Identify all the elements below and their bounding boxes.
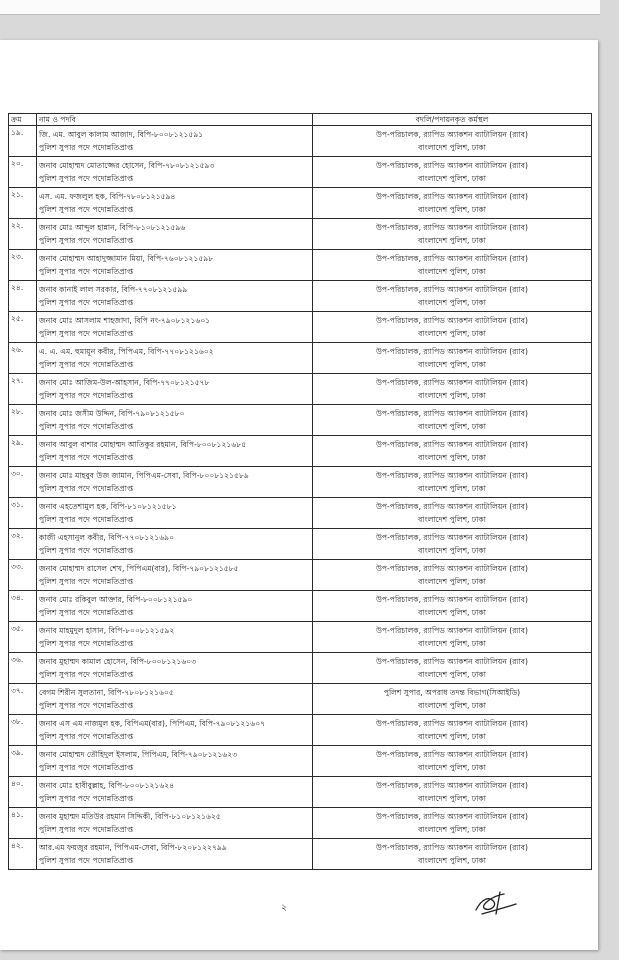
officer-name: জনাব মুহাম্মদ মতিউর রহমান সিদ্দিকী, বিপি-৮১০৮১২১৬২৫ — [39, 812, 221, 821]
posting-location: বাংলাদেশ পুলিশ, ঢাকা — [418, 484, 486, 493]
officer-name: জনাব মুহাম্মদ কামাল হোসেন, বিপি-৮০০৮১২১৬০৩ — [39, 657, 197, 666]
cell-name — [37, 281, 313, 312]
promotion-note: পুলিশ সুপার পদে পদোন্নতিপ্রাপ্ত — [39, 856, 134, 865]
cell-serial: ৩৬. — [9, 653, 37, 684]
cell-posting — [313, 622, 592, 653]
cell-serial: ১৯. — [9, 126, 37, 157]
signature-mark — [470, 888, 520, 918]
cell-name — [37, 839, 313, 870]
posting-location: বাংলাদেশ পুলিশ, ঢাকা — [418, 205, 486, 214]
promotion-note: পুলিশ সুপার পদে পদোন্নতিপ্রাপ্ত — [39, 639, 134, 648]
table-header-row — [9, 114, 592, 126]
table-row — [9, 436, 592, 467]
cell-name — [37, 684, 313, 715]
table-row — [9, 467, 592, 498]
promotion-note: পুলিশ সুপার পদে পদোন্নতিপ্রাপ্ত — [39, 608, 134, 617]
posting-designation: উপ-পরিচালক, র‍্যাপিড অ্যাকশন ব্যাটালিয়ন (র‍্যাব) — [375, 502, 528, 511]
cell-serial: ৪০. — [9, 777, 37, 808]
promotion-note: পুলিশ সুপার পদে পদোন্নতিপ্রাপ্ত — [39, 763, 134, 772]
posting-designation: উপ-পরিচালক, র‍্যাপিড অ্যাকশন ব্যাটালিয়ন (র‍্যাব) — [375, 316, 528, 325]
promotion-note: পুলিশ সুপার পদে পদোন্নতিপ্রাপ্ত — [39, 515, 134, 524]
posting-location: বাংলাদেশ পুলিশ, ঢাকা — [418, 763, 486, 772]
posting-location: বাংলাদেশ পুলিশ, ঢাকা — [418, 422, 486, 431]
cell-posting — [313, 560, 592, 591]
cell-posting — [313, 250, 592, 281]
posting-designation: পুলিশ সুপার, অপরাধ তদন্ত বিভাগ(সিআইডি) — [383, 688, 521, 697]
posting-designation: উপ-পরিচালক, র‍্যাপিড অ্যাকশন ব্যাটালিয়ন (র‍্যাব) — [375, 626, 528, 635]
table-row — [9, 374, 592, 405]
cell-name — [37, 343, 313, 374]
cell-posting — [313, 684, 592, 715]
posting-designation: উপ-পরিচালক, র‍্যাপিড অ্যাকশন ব্যাটালিয়ন (র‍্যাব) — [375, 533, 528, 542]
officer-name: জনাব মোহাম্মদ তৌহিদুল ইসলাম, পিপিএম, বিপি-৭৯০৮১২১৬২৩ — [39, 750, 238, 759]
officer-name: আর.এম ফয়জুর রহমান, পিপিএম-সেবা, বিপি-৮২০৮১২২৭৯৯ — [39, 843, 227, 852]
posting-location: বাংলাদেশ পুলিশ, ঢাকা — [418, 794, 486, 803]
cell-posting — [313, 746, 592, 777]
cell-posting — [313, 405, 592, 436]
posting-location: বাংলাদেশ পুলিশ, ঢাকা — [418, 236, 486, 245]
cell-name — [37, 622, 313, 653]
cell-name — [37, 715, 313, 746]
posting-designation: উপ-পরিচালক, র‍্যাপিড অ্যাকশন ব্যাটালিয়ন (র‍্যাব) — [375, 192, 528, 201]
table-body — [9, 126, 592, 870]
officer-name: জনাব মোহাম্মদ আহাদুজ্জামান মিয়া, বিপি-৭৬০৮১২১৫৯৮ — [39, 254, 214, 263]
posting-location: বাংলাদেশ পুলিশ, ঢাকা — [418, 856, 486, 865]
promotion-note: পুলিশ সুপার পদে পদোন্নতিপ্রাপ্ত — [39, 298, 134, 307]
officer-name: জনাব মোঃ আসলাম শাহজাদা, বিপি নং-৭৯০৮১২১৬০১ — [39, 316, 211, 325]
posting-table — [8, 113, 592, 870]
cell-serial: ২৮. — [9, 405, 37, 436]
promotion-note: পুলিশ সুপার পদে পদোন্নতিপ্রাপ্ত — [39, 453, 134, 462]
cell-posting — [313, 591, 592, 622]
posting-location: বাংলাদেশ পুলিশ, ঢাকা — [418, 701, 486, 710]
officer-name: বেগম শিরীন সুলতানা, বিপি-৭৮০৮১২১৬০৫ — [39, 688, 174, 697]
promotion-note: পুলিশ সুপার পদে পদোন্নতিপ্রাপ্ত — [39, 267, 134, 276]
posting-location: বাংলাদেশ পুলিশ, ঢাকা — [418, 174, 486, 183]
posting-designation: উপ-পরিচালক, র‍্যাপিড অ্যাকশন ব্যাটালিয়ন (র‍্যাব) — [375, 440, 528, 449]
header-name: নাম ও পদবি — [37, 114, 313, 126]
cell-serial: ২৬. — [9, 343, 37, 374]
cell-serial: ৩১. — [9, 498, 37, 529]
cell-posting — [313, 436, 592, 467]
cell-posting — [313, 715, 592, 746]
posting-location: বাংলাদেশ পুলিশ, ঢাকা — [418, 546, 486, 555]
posting-location: বাংলাদেশ পুলিশ, ঢাকা — [418, 577, 486, 586]
cell-serial: ২২. — [9, 219, 37, 250]
promotion-note: পুলিশ সুপার পদে পদোন্নতিপ্রাপ্ত — [39, 391, 134, 400]
cell-serial: ২৩. — [9, 250, 37, 281]
posting-designation: উপ-পরিচালক, র‍্যাপিড অ্যাকশন ব্যাটালিয়ন (র‍্যাব) — [375, 812, 528, 821]
table-row — [9, 715, 592, 746]
posting-location: বাংলাদেশ পুলিশ, ঢাকা — [418, 391, 486, 400]
cell-posting — [313, 343, 592, 374]
posting-designation: উপ-পরিচালক, র‍্যাপিড অ্যাকশন ব্যাটালিয়ন (র‍্যাব) — [375, 223, 528, 232]
cell-serial: ৩৩. — [9, 560, 37, 591]
promotion-note: পুলিশ সুপার পদে পদোন্নতিপ্রাপ্ত — [39, 360, 134, 369]
cell-name — [37, 529, 313, 560]
cell-serial: ৪২. — [9, 839, 37, 870]
cell-name — [37, 188, 313, 219]
table-row — [9, 498, 592, 529]
promotion-note: পুলিশ সুপার পদে পদোন্নতিপ্রাপ্ত — [39, 794, 134, 803]
promotion-note: পুলিশ সুপার পদে পদোন্নতিপ্রাপ্ত — [39, 825, 134, 834]
previous-page-edge — [0, 0, 600, 15]
officer-name: কাজী এহসানুল কবীর, বিপি-৭৭০৮১২১৬৯০ — [39, 533, 175, 542]
officer-name: জনাব মাহমুদুল হাসান, বিপি-৮০০৮১২১৫৯২ — [39, 626, 175, 635]
promotion-note: পুলিশ সুপার পদে পদোন্নতিপ্রাপ্ত — [39, 236, 134, 245]
cell-posting — [313, 188, 592, 219]
table-row — [9, 777, 592, 808]
posting-designation: উপ-পরিচালক, র‍্যাপিড অ্যাকশন ব্যাটালিয়ন (র‍্যাব) — [375, 719, 528, 728]
posting-designation: উপ-পরিচালক, র‍্যাপিড অ্যাকশন ব্যাটালিয়ন (র‍্যাব) — [375, 254, 528, 263]
posting-designation: উপ-পরিচালক, র‍্যাপিড অ্যাকশন ব্যাটালিয়ন (র‍্যাব) — [375, 161, 528, 170]
cell-serial: ২০. — [9, 157, 37, 188]
cell-serial: ৩৮. — [9, 715, 37, 746]
promotion-note: পুলিশ সুপার পদে পদোন্নতিপ্রাপ্ত — [39, 701, 134, 710]
cell-serial: ২৯. — [9, 436, 37, 467]
posting-location: বাংলাদেশ পুলিশ, ঢাকা — [418, 670, 486, 679]
table-row — [9, 622, 592, 653]
officer-name: জনাব মোঃ আজিম-উল-আহসান, বিপি-৭৭০৮১২১৫৭৮ — [39, 378, 210, 387]
document-page — [0, 40, 598, 950]
cell-serial: ৩৭. — [9, 684, 37, 715]
cell-posting — [313, 219, 592, 250]
promotion-note: পুলিশ সুপার পদে পদোন্নতিপ্রাপ্ত — [39, 732, 134, 741]
cell-name — [37, 312, 313, 343]
cell-name — [37, 219, 313, 250]
posting-location: বাংলাদেশ পুলিশ, ঢাকা — [418, 360, 486, 369]
posting-designation: উপ-পরিচালক, র‍্যাপিড অ্যাকশন ব্যাটালিয়ন (র‍্যাব) — [375, 471, 528, 480]
promotion-note: পুলিশ সুপার পদে পদোন্নতিপ্রাপ্ত — [39, 577, 134, 586]
cell-posting — [313, 126, 592, 157]
posting-designation: উপ-পরিচালক, র‍্যাপিড অ্যাকশন ব্যাটালিয়ন (র‍্যাব) — [375, 409, 528, 418]
posting-location: বাংলাদেশ পুলিশ, ঢাকা — [418, 329, 486, 338]
table-row — [9, 839, 592, 870]
table-row — [9, 560, 592, 591]
page-number: ২ — [281, 903, 287, 913]
table-row — [9, 250, 592, 281]
posting-location: বাংলাদেশ পুলিশ, ঢাকা — [418, 515, 486, 524]
officer-name: জনাব মোহাম্মদ মোতাজ্জের হোসেন, বিপি-৭৮০৮১২১৫৯৩ — [39, 161, 215, 170]
cell-name — [37, 157, 313, 188]
officer-name: জনাব মোহাম্মদ রাসেল শেখ, পিপিএম(বার), বিপি-৭৯০৮১২১৫৮৫ — [39, 564, 239, 573]
table-row — [9, 343, 592, 374]
posting-designation: উপ-পরিচালক, র‍্যাপিড অ্যাকশন ব্যাটালিয়ন (র‍্যাব) — [375, 843, 528, 852]
cell-posting — [313, 312, 592, 343]
cell-posting — [313, 467, 592, 498]
promotion-note: পুলিশ সুপার পদে পদোন্নতিপ্রাপ্ত — [39, 546, 134, 555]
cell-serial: ২৪. — [9, 281, 37, 312]
table-row — [9, 746, 592, 777]
table-row — [9, 684, 592, 715]
promotion-note: পুলিশ সুপার পদে পদোন্নতিপ্রাপ্ত — [39, 143, 134, 152]
cell-serial: ২৫. — [9, 312, 37, 343]
posting-designation: উপ-পরিচালক, র‍্যাপিড অ্যাকশন ব্যাটালিয়ন (র‍্যাব) — [375, 781, 528, 790]
cell-name — [37, 653, 313, 684]
promotion-note: পুলিশ সুপার পদে পদোন্নতিপ্রাপ্ত — [39, 174, 134, 183]
posting-designation: উপ-পরিচালক, র‍্যাপিড অ্যাকশন ব্যাটালিয়ন (র‍্যাব) — [375, 130, 528, 139]
table-row — [9, 312, 592, 343]
officer-name: জনাব এহতেশামুল হক, বিপি-৮১০৮১২১৫৮১ — [39, 502, 177, 511]
posting-designation: উপ-পরিচালক, র‍্যাপিড অ্যাকশন ব্যাটালিয়ন (র‍্যাব) — [375, 285, 528, 294]
cell-posting — [313, 281, 592, 312]
cell-name — [37, 746, 313, 777]
cell-name — [37, 374, 313, 405]
officer-name: জনাব মোঃ জসীম উদ্দিন, বিপি-৭৯০৮১২১৫৮০ — [39, 409, 185, 418]
table-row — [9, 591, 592, 622]
table-row — [9, 157, 592, 188]
posting-location: বাংলাদেশ পুলিশ, ঢাকা — [418, 453, 486, 462]
cell-posting — [313, 777, 592, 808]
cell-name — [37, 560, 313, 591]
header-posting: বদলি/পদায়নকৃত কর্মস্থল — [313, 114, 592, 126]
officer-name: এস. এম. ফজলুল হক, বিপি-৭৮০৮১২১৫৯৪ — [39, 192, 176, 201]
officer-name: জনাব মোঃ মাহবুব উজ জামান, পিপিএম-সেবা, বিপি-৮০০৮১২১৫৮৯ — [39, 471, 249, 480]
cell-posting — [313, 157, 592, 188]
posting-designation: উপ-পরিচালক, র‍্যাপিড অ্যাকশন ব্যাটালিয়ন (র‍্যাব) — [375, 564, 528, 573]
table-row — [9, 808, 592, 839]
posting-location: বাংলাদেশ পুলিশ, ঢাকা — [418, 639, 486, 648]
cell-posting — [313, 529, 592, 560]
cell-name — [37, 498, 313, 529]
posting-designation: উপ-পরিচালক, র‍্যাপিড অ্যাকশন ব্যাটালিয়ন (র‍্যাব) — [375, 378, 528, 387]
table-row — [9, 281, 592, 312]
cell-serial: ৩৫. — [9, 622, 37, 653]
cell-serial: ৪১. — [9, 808, 37, 839]
posting-location: বাংলাদেশ পুলিশ, ঢাকা — [418, 267, 486, 276]
posting-designation: উপ-পরিচালক, র‍্যাপিড অ্যাকশন ব্যাটালিয়ন (র‍্যাব) — [375, 657, 528, 666]
table-row — [9, 126, 592, 157]
officer-name: জনাব আবুল বাশার মোহাম্মদ আতিকুর রহমান, বিপি-৮০০৮১২১৬৮৫ — [39, 440, 247, 449]
posting-designation: উপ-পরিচালক, র‍্যাপিড অ্যাকশন ব্যাটালিয়ন (র‍্যাব) — [375, 595, 528, 604]
officer-name: জনাব মোঃ হাবীবুল্লাহ, বিপি-৮০০৮১২১৬২৪ — [39, 781, 175, 790]
cell-serial: ৩২. — [9, 529, 37, 560]
cell-serial: ২৭. — [9, 374, 37, 405]
table-row — [9, 653, 592, 684]
officer-name: জনাব এস এম নাজমুল হক, বিপিএম(বার), পিপিএম, বিপি-৭৯০৮১২১৬০৭ — [39, 719, 266, 728]
cell-serial: ৩০. — [9, 467, 37, 498]
header-serial: ক্রম — [9, 114, 37, 126]
officer-name: এ. এ. এম. হুমায়ূন কবীর, পিপিএম, বিপি-৭৭০৮১২১৬০২ — [39, 347, 214, 356]
posting-location: বাংলাদেশ পুলিশ, ঢাকা — [418, 298, 486, 307]
cell-name — [37, 467, 313, 498]
cell-posting — [313, 839, 592, 870]
promotion-note: পুলিশ সুপার পদে পদোন্নতিপ্রাপ্ত — [39, 205, 134, 214]
cell-name — [37, 808, 313, 839]
cell-serial: ২১. — [9, 188, 37, 219]
posting-designation: উপ-পরিচালক, র‍্যাপিড অ্যাকশন ব্যাটালিয়ন (র‍্যাব) — [375, 347, 528, 356]
cell-posting — [313, 808, 592, 839]
officer-name: জনাব কানাই লাল সরকার, বিপি-৭৭০৮১২১৫৯৯ — [39, 285, 188, 294]
table-row — [9, 219, 592, 250]
table-row — [9, 188, 592, 219]
officer-name: জি. এম. আবুল কালাম আজাদ, বিপি-৮০০৮১২১৫৯১ — [39, 130, 204, 139]
cell-name — [37, 250, 313, 281]
posting-designation: উপ-পরিচালক, র‍্যাপিড অ্যাকশন ব্যাটালিয়ন (র‍্যাব) — [375, 750, 528, 759]
promotion-note: পুলিশ সুপার পদে পদোন্নতিপ্রাপ্ত — [39, 422, 134, 431]
cell-serial: ৩৪. — [9, 591, 37, 622]
cell-serial: ৩৯. — [9, 746, 37, 777]
table-row — [9, 529, 592, 560]
posting-location: বাংলাদেশ পুলিশ, ঢাকা — [418, 143, 486, 152]
promotion-note: পুলিশ সুপার পদে পদোন্নতিপ্রাপ্ত — [39, 670, 134, 679]
promotion-note: পুলিশ সুপার পদে পদোন্নতিপ্রাপ্ত — [39, 329, 134, 338]
posting-location: বাংলাদেশ পুলিশ, ঢাকা — [418, 608, 486, 617]
cell-posting — [313, 653, 592, 684]
officer-name: জনাব মোঃ আব্দুল হান্নান, বিপি-৮১০৮১২১৫৯৬ — [39, 223, 186, 232]
cell-posting — [313, 374, 592, 405]
promotion-note: পুলিশ সুপার পদে পদোন্নতিপ্রাপ্ত — [39, 484, 134, 493]
cell-name — [37, 126, 313, 157]
posting-location: বাংলাদেশ পুলিশ, ঢাকা — [418, 732, 486, 741]
table-row — [9, 405, 592, 436]
cell-name — [37, 405, 313, 436]
cell-name — [37, 436, 313, 467]
posting-location: বাংলাদেশ পুলিশ, ঢাকা — [418, 825, 486, 834]
cell-posting — [313, 498, 592, 529]
officer-name: জনাব মোঃ রকিবুল আক্তার, বিপি-৮০০৮১২১৫৯০ — [39, 595, 193, 604]
cell-name — [37, 591, 313, 622]
cell-name — [37, 777, 313, 808]
